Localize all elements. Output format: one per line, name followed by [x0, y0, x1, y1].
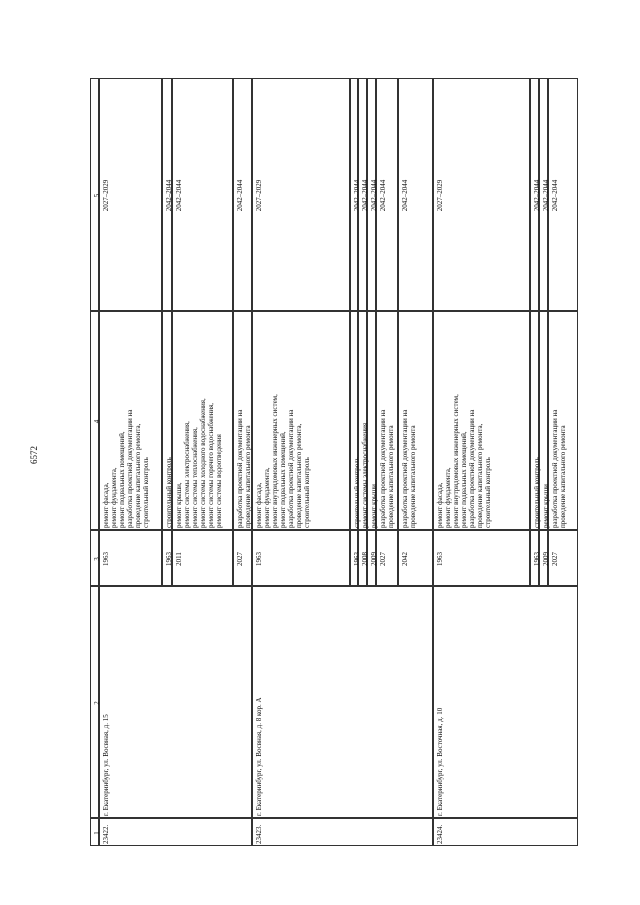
- year-cell: [233, 530, 252, 586]
- cell-text: 3: [93, 557, 101, 561]
- works-cell: [367, 311, 376, 530]
- cell-text: ремонт фасада,: [255, 482, 263, 528]
- works-cell: [376, 311, 398, 530]
- works-cell: [252, 311, 350, 530]
- year-cell: [350, 530, 361, 586]
- cell-text: г. Екатеринбург, ул. Восвная, д. 15: [102, 714, 110, 816]
- period-cell: [99, 78, 162, 311]
- cell-text: проведение капитального ремонта: [387, 425, 395, 528]
- cell-text: 1963: [102, 552, 110, 566]
- cell-text: ремонт фундамента,: [263, 467, 271, 528]
- cell-text: 2042–2044: [401, 179, 409, 212]
- year-cell: [398, 530, 433, 586]
- period-cell: [350, 78, 361, 311]
- period-cell: [172, 78, 233, 311]
- cell-text: ремонт фасада,: [436, 482, 444, 528]
- header-cell-5: [90, 78, 99, 311]
- header-cell-4: [90, 311, 99, 530]
- record-number: [99, 818, 252, 846]
- cell-text: ремонт фундамента,: [110, 467, 118, 528]
- record-address: [433, 586, 578, 818]
- cell-text: строительный контроль: [165, 457, 173, 528]
- year-cell: [376, 530, 398, 586]
- period-cell: [252, 78, 350, 311]
- cell-text: 2042–2044: [379, 179, 387, 212]
- cell-text: проведение капитального ремонта,: [295, 423, 303, 528]
- cell-text: разработка проектной документации на: [236, 409, 244, 528]
- cell-text: 2042–2044: [175, 179, 183, 212]
- period-cell: [367, 78, 376, 311]
- cell-text: ремонт системы горячего водоснабжения,: [207, 402, 215, 528]
- cell-text: 2042–2044: [361, 179, 369, 212]
- cell-text: ремонт системы холодного водоснабжения,: [199, 398, 207, 528]
- year-cell: [99, 530, 162, 586]
- cell-text: ремонт фасада,: [102, 482, 110, 528]
- works-cell: [99, 311, 162, 530]
- cell-text: 1: [93, 831, 101, 835]
- year-cell: [433, 530, 530, 586]
- record-number: [252, 818, 433, 846]
- cell-text: 23422.: [102, 824, 110, 844]
- cell-text: строительный контроль: [303, 457, 311, 528]
- repair-schedule-table: [90, 78, 578, 846]
- period-cell: [530, 78, 539, 311]
- works-cell: [548, 311, 578, 530]
- cell-text: разработка проектной документации на: [287, 409, 295, 528]
- works-cell: [358, 311, 367, 530]
- cell-text: строительный контроль: [484, 457, 492, 528]
- cell-text: разработка проектной документации на: [379, 409, 387, 528]
- cell-text: ремонт системы электроснабжения: [361, 422, 369, 528]
- cell-text: ремонт системы теплоснабжения,: [191, 427, 199, 528]
- year-cell: [358, 530, 367, 586]
- cell-text: ремонт подвальных помещений,: [460, 431, 468, 528]
- cell-text: 1963: [353, 552, 361, 566]
- cell-text: проведение капитального ремонта: [409, 425, 417, 528]
- cell-text: ремонт системы электроснабжения,: [183, 421, 191, 528]
- cell-text: 2: [93, 701, 101, 705]
- works-cell: [433, 311, 530, 530]
- cell-text: 2042–2044: [353, 179, 361, 212]
- period-cell: [539, 78, 548, 311]
- header-cell-2: [90, 586, 99, 818]
- cell-text: 1963: [165, 552, 173, 566]
- works-cell: [398, 311, 433, 530]
- record-address: [252, 586, 433, 818]
- cell-text: ремонт крыши: [542, 484, 550, 528]
- cell-text: 2027–2029: [436, 179, 444, 212]
- cell-text: 2027–2029: [255, 179, 263, 212]
- cell-text: г. Екатеринбург, ул. Восвная, д. 8 кор. А: [255, 697, 263, 816]
- record-number: [433, 818, 578, 846]
- period-cell: [233, 78, 252, 311]
- cell-text: 2011: [175, 552, 183, 566]
- works-cell: [350, 311, 361, 530]
- year-cell: [252, 530, 350, 586]
- year-cell: [172, 530, 233, 586]
- cell-text: 2042: [401, 552, 409, 566]
- works-cell: [172, 311, 233, 530]
- period-cell: [398, 78, 433, 311]
- period-cell: [433, 78, 530, 311]
- cell-text: 1963: [255, 552, 263, 566]
- cell-text: 2042–2044: [236, 179, 244, 212]
- cell-text: 1963: [436, 552, 444, 566]
- cell-text: строительный контроль: [353, 457, 361, 528]
- year-cell: [162, 530, 172, 586]
- cell-text: 23424.: [436, 824, 444, 844]
- cell-text: 23423.: [255, 824, 263, 844]
- year-cell: [539, 530, 548, 586]
- cell-text: 2042–2044: [542, 179, 550, 212]
- cell-text: 2042–2044: [533, 179, 541, 212]
- cell-text: 2027: [379, 552, 387, 566]
- cell-text: строительный контроль: [533, 457, 541, 528]
- period-cell: [548, 78, 578, 311]
- cell-text: г. Екатеринбург, ул. Восточная, д. 10: [436, 707, 444, 816]
- cell-text: 2027–2029: [102, 179, 110, 212]
- cell-text: разработка проектной документации на: [468, 409, 476, 528]
- cell-text: ремонт крыши,: [175, 482, 183, 528]
- cell-text: проведение капитального ремонта,: [476, 423, 484, 528]
- year-cell: [367, 530, 376, 586]
- cell-text: 2042–2044: [370, 179, 378, 212]
- cell-text: 2009: [370, 552, 378, 566]
- cell-text: ремонт крыши: [370, 484, 378, 528]
- cell-text: ремонт фундамента,: [444, 467, 452, 528]
- cell-text: ремонт подвальных помещений,: [118, 431, 126, 528]
- cell-text: ремонт внутридомовых инженерных систем,: [271, 394, 279, 528]
- works-cell: [530, 311, 539, 530]
- cell-text: ремонт системы водоотведения: [215, 434, 223, 528]
- header-cell-3: [90, 530, 99, 586]
- cell-text: 1963: [533, 552, 541, 566]
- period-cell: [162, 78, 172, 311]
- cell-text: разработка проектной документации на: [126, 409, 134, 528]
- cell-text: ремонт подвальных помещений,: [279, 431, 287, 528]
- works-cell: [233, 311, 252, 530]
- works-cell: [539, 311, 548, 530]
- cell-text: 5: [93, 193, 101, 198]
- cell-text: проведение капитального ремонта: [559, 425, 567, 528]
- page-number-text: 6572: [29, 446, 39, 464]
- year-cell: [548, 530, 578, 586]
- cell-text: 2042–2044: [551, 179, 559, 212]
- cell-text: строительный контроль: [142, 457, 150, 528]
- cell-text: разработка проектной документации на: [401, 409, 409, 528]
- works-cell: [162, 311, 172, 530]
- cell-text: ремонт внутридомовых инженерных систем,: [452, 394, 460, 528]
- cell-text: 4: [93, 419, 101, 424]
- cell-text: 2027: [551, 552, 559, 566]
- cell-text: 2009: [542, 552, 550, 566]
- cell-text: разработка проектной документации на: [551, 409, 559, 528]
- cell-text: проведение капитального ремонта,: [134, 423, 142, 528]
- cell-text: проведение капитального ремонта: [244, 425, 252, 528]
- cell-text: 2027: [236, 552, 244, 566]
- cell-text: 2008: [361, 552, 369, 566]
- period-cell: [358, 78, 367, 311]
- period-cell: [376, 78, 398, 311]
- cell-text: 2042–2044: [165, 179, 173, 212]
- record-address: [99, 586, 252, 818]
- header-cell-1: [90, 818, 99, 846]
- year-cell: [530, 530, 539, 586]
